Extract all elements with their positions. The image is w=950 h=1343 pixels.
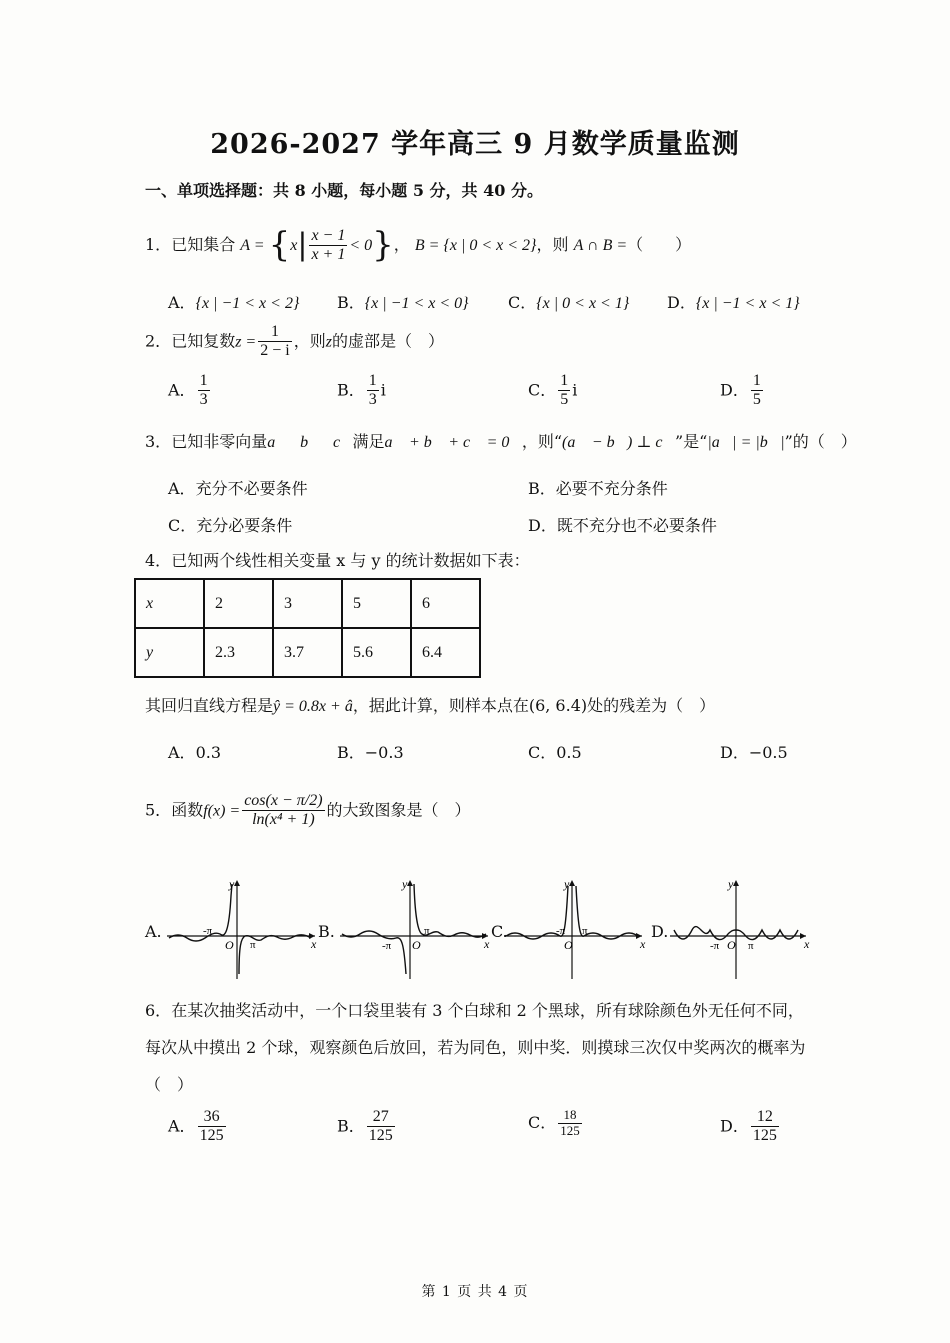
question-number: 1． xyxy=(145,234,172,254)
svg-text:x: x xyxy=(484,937,490,951)
function-fraction: $\frac{\cos(x - \pi/2)}{\text{ln(x⁴ + 1)}}$ xyxy=(244,792,323,829)
graph-b[interactable] xyxy=(338,876,493,981)
graph-d[interactable] xyxy=(668,876,818,981)
graph-a[interactable] xyxy=(165,876,320,981)
option-c[interactable]: C． $\frac{18}{125}$ xyxy=(528,1107,580,1138)
table-row: x 2 3 5 6 xyxy=(135,579,480,628)
option-b[interactable]: B．−0.3 xyxy=(337,743,404,762)
left-brace: { xyxy=(268,225,291,265)
svg-text:π: π xyxy=(250,939,256,951)
option-d[interactable]: D．既不充分也不必要条件 xyxy=(528,516,717,535)
question-1: 1．已知集合 A = {x| $\frac{x - 1}{x + 1}$ < 0}， B = {x | 0 < x < 2}，则 A ∩ B =（ ） xyxy=(145,225,692,265)
question-2: 2．已知复数z = $\frac{1}{2 - i}$ ，则z的虚部是（ ） xyxy=(145,323,444,360)
svg-text:y: y xyxy=(728,877,734,891)
svg-text:y: y xyxy=(402,877,408,891)
table-row: y 2.3 3.7 5.6 6.4 xyxy=(135,628,480,677)
option-d[interactable]: D． $\frac{1}{5}$ xyxy=(720,372,761,409)
graph-c[interactable] xyxy=(502,876,652,981)
option-b[interactable]: B．{x | −1 < x < 0} xyxy=(337,293,469,312)
z-fraction: $\frac{1}{2 - i}$ xyxy=(260,323,290,360)
page-footer: 第 1 页 共 4 页 xyxy=(421,1284,529,1300)
option-d[interactable]: D．{x | −1 < x < 1} xyxy=(667,293,800,312)
svg-text:π: π xyxy=(424,925,430,937)
svg-text:x: x xyxy=(804,937,810,951)
question-6: 6．在某次抽奖活动中，一个口袋里装有 3 个白球和 2 个黑球，所有球除颜色外无任何不同，每次从中摸出 2 个球，观察颜色后放回，若为同色，则中奖．则摸球三次仅中奖两次的概率为（ ） xyxy=(145,1001,806,1094)
page-title: 2026-2027 学年高三 9 月数学质量监测 xyxy=(210,129,740,160)
svg-text:-π: -π xyxy=(556,925,566,937)
option-a[interactable]: A． $\frac{1}{3}$ xyxy=(168,372,208,409)
option-c[interactable]: C．0.5 xyxy=(528,743,582,762)
option-c[interactable]: C． $\frac{1}{5}$ i xyxy=(528,372,578,409)
set-b: B = {x | 0 < x < 2} xyxy=(414,236,537,254)
option-b[interactable]: B．必要不充分条件 xyxy=(528,479,668,498)
set-a-fraction: $\frac{x - 1}{x + 1}$ xyxy=(311,226,346,263)
option-a[interactable]: A． $\frac{36}{125}$ xyxy=(168,1108,224,1145)
svg-text:-π: -π xyxy=(203,925,213,937)
option-a[interactable]: A．0.3 xyxy=(168,743,222,762)
option-c[interactable]: C．{x | 0 < x < 1} xyxy=(508,293,630,312)
svg-text:π: π xyxy=(582,925,588,937)
question-5: 5．函数f(x) = $\frac{\cos(x - \pi/2)}{\text{ln(x⁴ + 1)}}$ 的大致图象是（ ） xyxy=(145,792,471,829)
graph-c-label[interactable]: C. xyxy=(491,922,508,941)
right-brace: } xyxy=(372,225,394,265)
option-d[interactable]: D．−0.5 xyxy=(720,743,788,762)
option-b[interactable]: B． $\frac{27}{125}$ xyxy=(337,1108,393,1145)
svg-text:π: π xyxy=(748,940,754,952)
svg-text:-π: -π xyxy=(382,940,392,952)
option-b[interactable]: B． $\frac{1}{3}$ i xyxy=(337,372,386,409)
section-heading: 一、单项选择题：共 8 小题，每小题 5 分，共 40 分。 xyxy=(145,181,543,200)
option-d[interactable]: D． $\frac{12}{125}$ xyxy=(720,1108,777,1145)
svg-text:x: x xyxy=(640,937,646,951)
option-a[interactable]: A．充分不必要条件 xyxy=(168,479,308,498)
option-a[interactable]: A．{x | −1 < x < 2} xyxy=(168,293,300,312)
graph-a-label[interactable]: A. xyxy=(145,922,162,941)
svg-text:x: x xyxy=(311,937,317,951)
option-c[interactable]: C．充分必要条件 xyxy=(168,516,293,535)
question-4: 4．已知两个线性相关变量 x 与 y 的统计数据如下表： xyxy=(145,551,530,570)
svg-text:y: y xyxy=(564,877,570,891)
svg-text:O: O xyxy=(412,938,421,952)
graph-b-label[interactable]: B. xyxy=(318,922,335,941)
question-4-continued: 其回归直线方程是ŷ = 0.8x + â，据此计算，则样本点在(6, 6.4)处的残差为（ ） xyxy=(145,696,716,715)
svg-text:O: O xyxy=(225,938,234,952)
question-3: 3．已知非零向量a⃗，b⃗，c⃗满足a⃗ + b⃗ + c⃗ = 0⃗，则“(a⃗ − b⃗) ⊥ c⃗”是“|a⃗| = |b⃗|”的（ ） xyxy=(145,432,857,451)
graph-d-label[interactable]: D. xyxy=(651,922,669,941)
svg-text:-π: -π xyxy=(710,940,720,952)
data-table xyxy=(134,578,481,678)
svg-text:O: O xyxy=(727,938,736,952)
svg-text:y: y xyxy=(229,877,235,891)
svg-text:O: O xyxy=(564,938,573,952)
